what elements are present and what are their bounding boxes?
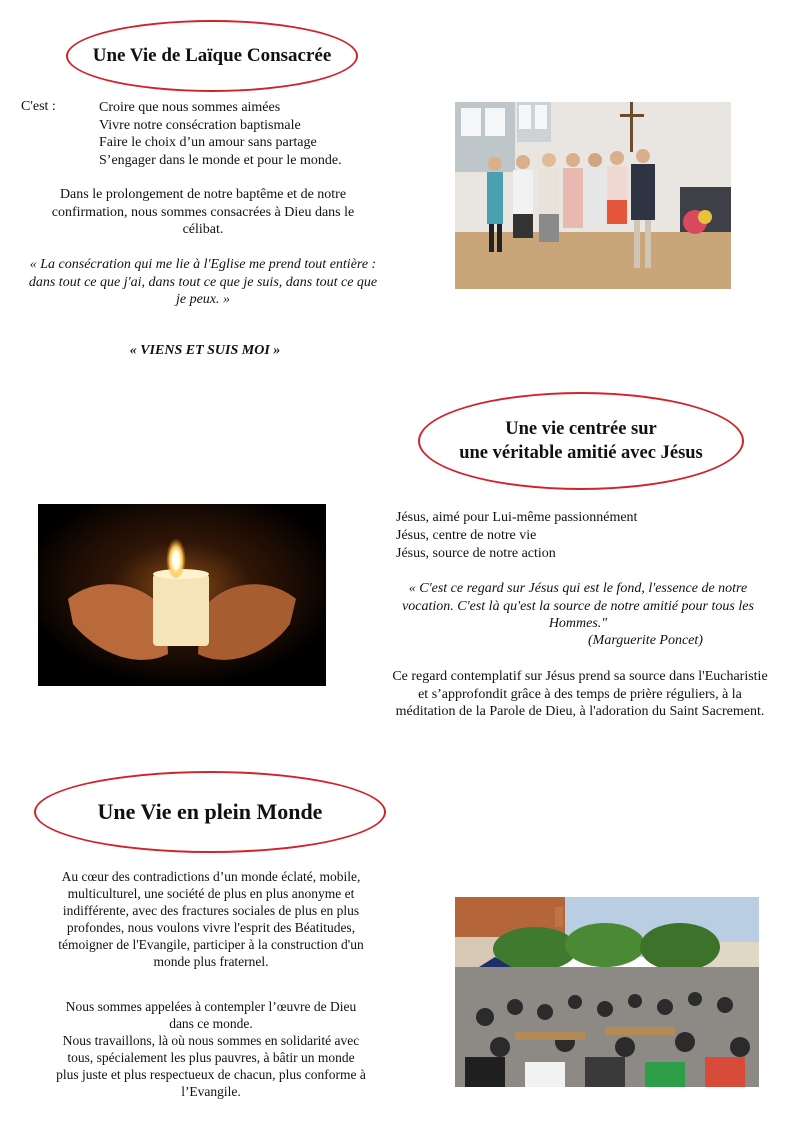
section2-item: Jésus, centre de notre vie — [396, 528, 537, 543]
section1-paragraph: Dans le prolongement de notre baptême et de notre confirmation, nous sommes consacrées à Dieu dans le célibat. — [51, 187, 355, 237]
section2-quote: « C'est ce regard sur Jésus qui est le fond, l'essence de notre vocation. C'est là qu'est la source de notre amitié pour tous les Hommes." — [402, 581, 754, 631]
section1-quote: « La consécration qui me lie à l'Eglise me prend tout entière : dans tout ce que j'ai, dans tout ce que je suis, dans tout ce que je peux. » — [28, 257, 378, 307]
cest-item: Faire le choix d’un amour sans partage — [99, 135, 317, 150]
section2-title-line2: une véritable amitié avec Jésus — [459, 443, 703, 463]
cest-label: C'est : — [21, 99, 56, 114]
section2-quote-author: (Marguerite Poncet) — [588, 633, 703, 648]
cest-item: Croire que nous sommes aimées — [99, 100, 281, 115]
section1-title — [66, 20, 358, 92]
section3-paragraph2 — [56, 998, 366, 1100]
section3-title-text: Une Vie en plein Monde — [97, 799, 323, 824]
section2-title-line1: Une vie centrée sur — [505, 419, 657, 439]
candle-hands-image — [38, 504, 326, 686]
section2-title — [418, 392, 744, 490]
cest-item: Vivre notre consécration baptismale — [99, 117, 301, 133]
section3-paragraph1: Au cœur des contradictions d’un monde éclaté, mobile, multiculturel, une société de plus en plus anonyme et indifférente, avec des fractures sociales de plus en plus profondes, nous voulons vivre l'esprit des Béatitudes, témoigner de l'Evangile, participer à la construction d'un monde plus fraternel. — [58, 869, 364, 969]
cest-item: S’engager dans le monde et pour le monde. — [99, 152, 342, 168]
section3-title — [34, 771, 386, 853]
section1-motto: « VIENS ET SUIS MOI » — [129, 343, 281, 358]
section3-paragraph2-line1: Nous sommes appelées à contempler l’œuvre de Dieu dans ce monde. — [65, 999, 357, 1031]
section2-item: Jésus, source de notre action — [396, 546, 556, 561]
section3-paragraph2-line2: Nous travaillons, là où nous sommes en solidarité avec tous, spécialement les plus pauvres, à bâtir un monde plus juste et plus respectueux de chacun, plus conforme à l’Evangile. — [56, 1033, 366, 1099]
group-photo-image — [455, 102, 731, 289]
street-festival-image — [455, 897, 759, 1087]
section2-item: Jésus, aimé pour Lui-même passionnément — [396, 510, 638, 525]
cest-list — [99, 99, 342, 169]
section2-paragraph: Ce regard contemplatif sur Jésus prend sa source dans l'Eucharistie et s’approfondit grâce à des temps de prière réguliers, à la méditation de la Parole de Dieu, à l'adoration du Saint Sacrement. — [392, 669, 768, 719]
section2-list — [396, 509, 637, 563]
section1-title-text: Une Vie de Laïque Consacrée — [92, 45, 332, 66]
